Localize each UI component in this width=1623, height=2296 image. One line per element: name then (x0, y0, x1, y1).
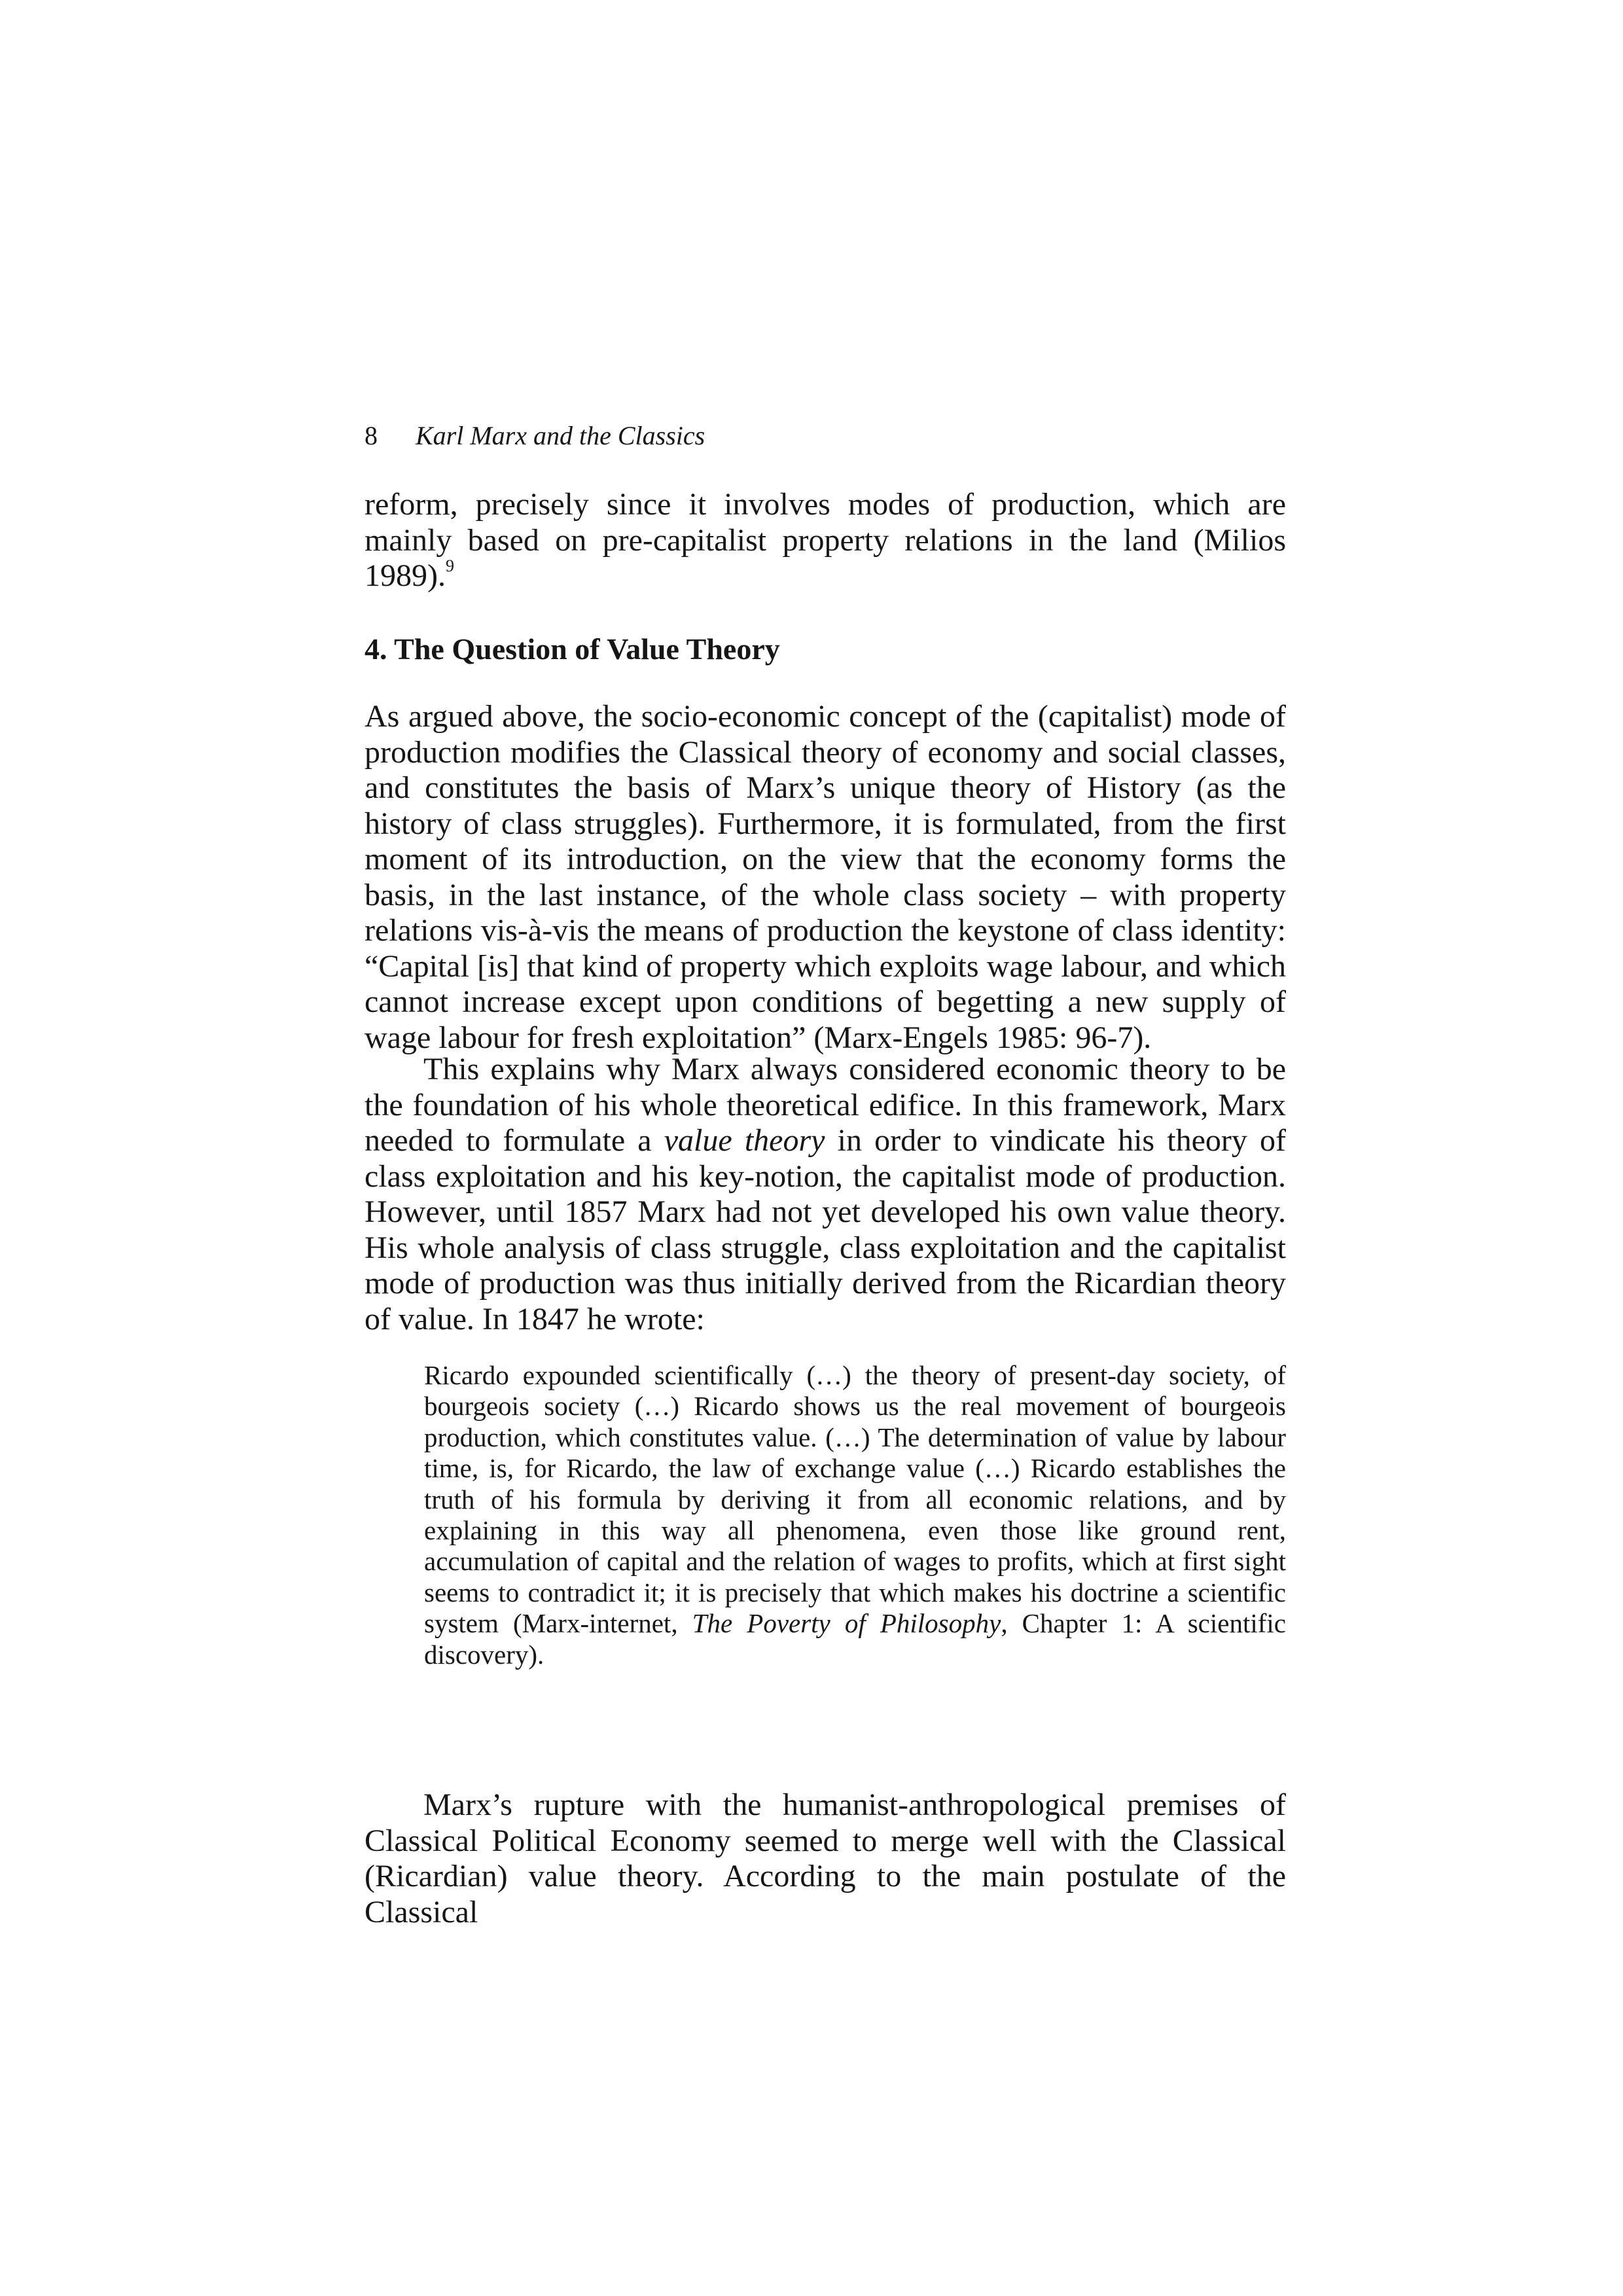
block-quote-text-start: Ricardo expounded scientifically (…) the theory of present-day society, of bourgeois society (…) Ricardo shows us the real movement of bourgeois production, which constitutes value. (…) The determination of value by labour time, is, for Ricardo, the law of exchange value (…) Ricardo establishes the truth of his formula by deriving it from all economic relations, and by explaining in this way all phenomena, even those like ground rent, accumulation of capital and the relation of wages to profits, which at first sight seems to contradict it; it is precisely that which makes his doctrine a scientific system (Marx-internet, (424, 1360, 1286, 1639)
paragraph-1-text: reform, precisely since it involves modes of production, which are mainly based on pre-capitalist property relations in the land (Milios 1989). (365, 487, 1286, 593)
section-heading: 4. The Question of Value Theory (365, 632, 780, 666)
block-quote-italic-title: The Poverty of Philosophy (692, 1608, 1001, 1639)
book-title: Karl Marx and the Classics (416, 421, 705, 450)
footnote-reference: 9 (445, 556, 454, 575)
paragraph-2: As argued above, the socio-economic concept of the (capitalist) mode of production modifies the Classical theory of economy and social classes, and constitutes the basis of Marx’s unique theory of History (as the history of class struggles). Furthermore, it is formulated, from the first moment of its introduction, on the view that the economy forms the basis, in the last instance, of the whole class society – with property relations vis-à-vis the means of production the keystone of class identity: “Capital [is] that kind of property which exploits wage labour, and which cannot increase except upon conditions of begetting a new supply of wage labour for fresh exploitation” (Marx-Engels 1985: 96-7). (365, 699, 1286, 1055)
paragraph-continuation (365, 487, 1286, 594)
block-quote-text-end: , Chapter 1: A scientific discovery). (424, 1608, 1286, 1670)
block-quote (424, 1360, 1286, 1670)
paragraph-4: Marx’s rupture with the humanist-anthropological premises of Classical Political Economy seemed to merge well with the Classical (Ricardian) value theory. According to the main postulate of the Classical (365, 1787, 1286, 1929)
running-head (365, 419, 705, 453)
paragraph-3-text-start: This explains why Marx always considered economic theory to be the foundation of his whole theoretical edifice. In this framework, Marx needed to formulate a (365, 1052, 1286, 1158)
paragraph-3-text-end: in order to vindicate his theory of class exploitation and his key-notion, the capitalist mode of production. However, until 1857 Marx had not yet developed his own value theory. His whole analysis of class struggle, class exploitation and the capitalist mode of production was thus initially derived from the Ricardian theory of value. In 1847 he wrote: (365, 1123, 1286, 1336)
paragraph-3-italic-term: value theory (664, 1123, 825, 1158)
page-number: 8 (365, 421, 378, 450)
paragraph-3 (365, 1052, 1286, 1337)
